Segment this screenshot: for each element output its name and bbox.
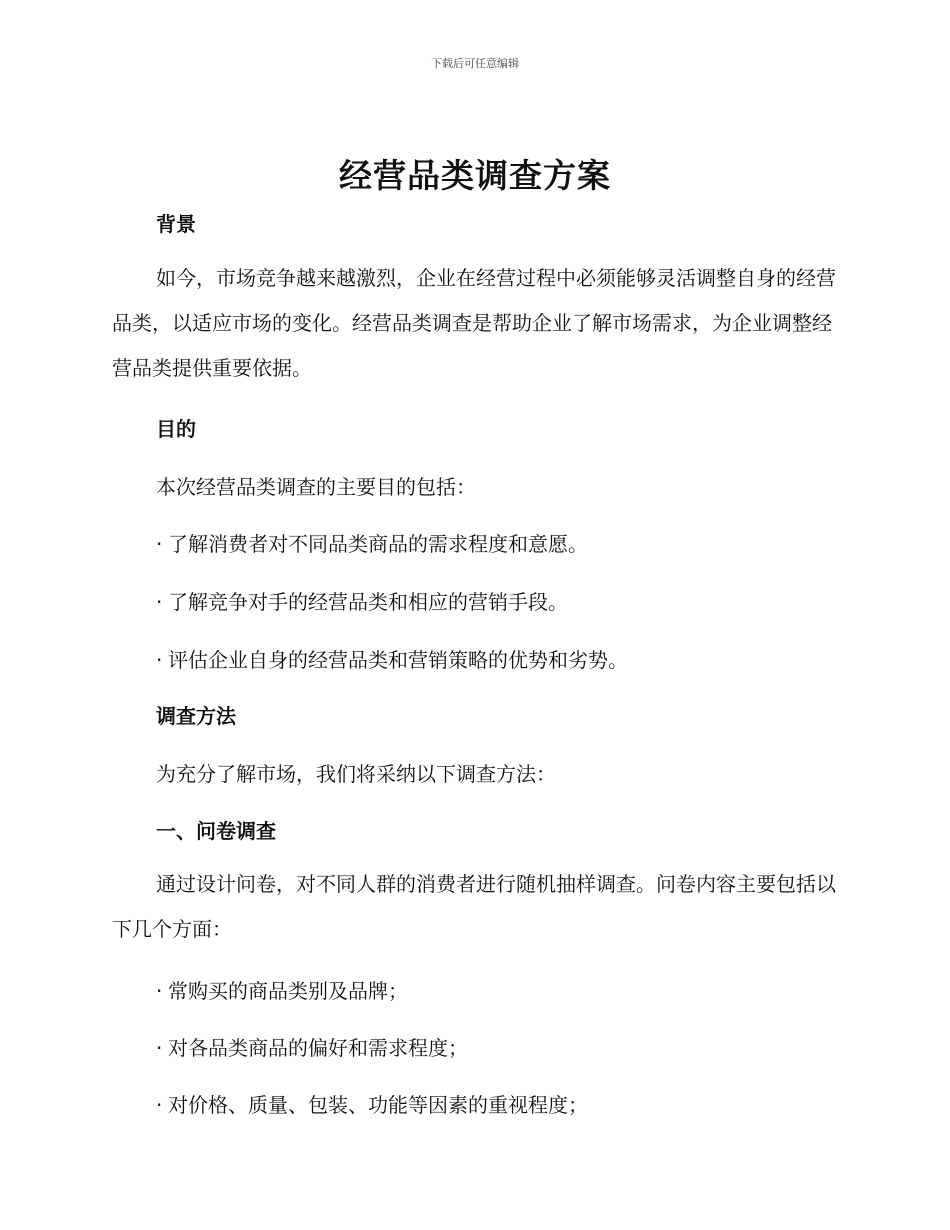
sub-heading-questionnaire: 一、问卷调查 xyxy=(156,819,276,843)
list-item-text: 了解消费者对不同品类商品的需求程度和意愿。 xyxy=(168,532,588,556)
list-item xyxy=(156,586,568,615)
list-item-text: 评估企业自身的经营品类和营销策略的优势和劣势。 xyxy=(168,648,628,672)
bullet-dot: · xyxy=(156,590,163,614)
list-item-text: 对各品类商品的偏好和需求程度； xyxy=(168,1036,468,1060)
background-paragraph: 如今，市场竞争越来越激烈，企业在经营过程中必须能够灵活调整自身的经营品类，以适应市场的变化。经营品类调查是帮助企业了解市场需求，为企业调整经营品类提供重要依据。 xyxy=(112,266,836,380)
bullet-dot: · xyxy=(156,1093,163,1117)
list-item xyxy=(156,1089,588,1118)
list-item xyxy=(156,1032,468,1061)
bullet-dot: · xyxy=(156,648,163,672)
section-heading-background: 背景 xyxy=(156,212,196,236)
list-item xyxy=(156,975,408,1004)
list-item-text: 了解竞争对手的经营品类和相应的营销手段。 xyxy=(168,590,568,614)
list-item-text: 对价格、质量、包装、功能等因素的重视程度； xyxy=(168,1093,588,1117)
bullet-dot: · xyxy=(156,1036,163,1060)
questionnaire-paragraph: 通过设计问卷，对不同人群的消费者进行随机抽样调查。问卷内容主要包括以下几个方面： xyxy=(112,872,836,941)
document-title: 经营品类调查方案 xyxy=(339,156,611,195)
list-item xyxy=(156,528,588,557)
method-intro: 为充分了解市场，我们将采纳以下调查方法： xyxy=(156,762,556,786)
list-item xyxy=(156,644,628,673)
header-note: 下载后可任意编辑 xyxy=(431,57,519,70)
bullet-dot: · xyxy=(156,532,163,556)
bullet-dot: · xyxy=(156,979,163,1003)
purpose-intro: 本次经营品类调查的主要目的包括： xyxy=(156,475,476,499)
section-heading-method: 调查方法 xyxy=(156,704,236,728)
list-item-text: 常购买的商品类别及品牌； xyxy=(168,979,408,1003)
section-heading-purpose: 目的 xyxy=(156,417,196,441)
